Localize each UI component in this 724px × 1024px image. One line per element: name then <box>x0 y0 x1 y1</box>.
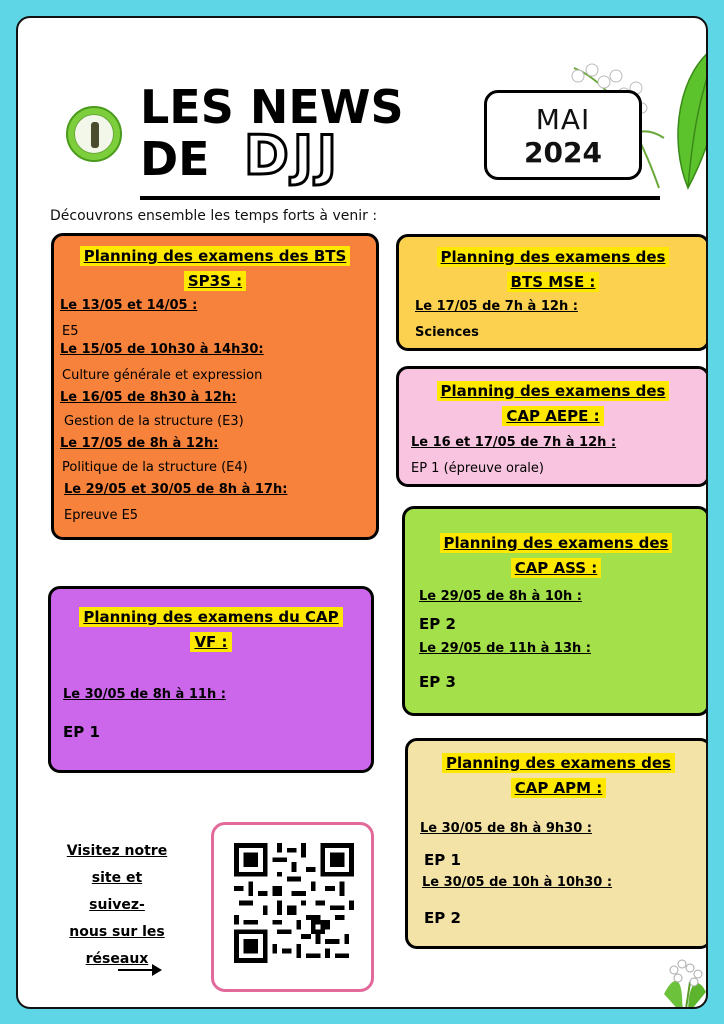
card-title-line2: BTS MSE : <box>507 272 600 292</box>
month-label: MAI <box>535 103 591 136</box>
entry-date: Le 13/05 et 14/05 : <box>60 298 198 313</box>
card-title-line1: Planning des examens des <box>442 753 675 773</box>
card-title <box>51 605 371 655</box>
entry-date: Le 29/05 de 11h à 13h : <box>419 641 591 656</box>
entry-desc: EP 1 <box>424 851 461 869</box>
card-title <box>408 751 708 801</box>
title-highlight: DJJ <box>244 124 342 187</box>
visit-callout <box>62 838 172 973</box>
card-title-line1: Planning des examens des <box>437 381 670 401</box>
entry-date: Le 30/05 de 8h à 11h : <box>63 687 226 702</box>
entry-date: Le 17/05 de 7h à 12h : <box>415 299 578 314</box>
entry-date: Le 30/05 de 10h à 10h30 : <box>422 875 613 890</box>
entry-desc: EP 3 <box>419 673 456 691</box>
card-title <box>399 245 707 295</box>
entry-desc: EP 1 <box>63 723 100 741</box>
card-title-line2: SP3S : <box>184 271 246 291</box>
card-bts-sp3s <box>51 233 379 540</box>
arrow-right-icon <box>118 962 164 978</box>
entry-desc: Politique de la structure (E4) <box>62 460 248 475</box>
entry-desc: Culture générale et expression <box>62 368 263 383</box>
card-title-line1: Planning des examens du CAP <box>79 607 342 627</box>
entry-date: Le 29/05 de 8h à 10h : <box>419 589 582 604</box>
entry-desc: Epreuve E5 <box>64 508 139 523</box>
title-line-1: LES NEWS <box>140 80 404 134</box>
entry-date: Le 17/05 de 8h à 12h: <box>60 436 219 451</box>
year-label: 2024 <box>524 136 602 169</box>
card-bts-mse <box>396 234 708 351</box>
visit-line: Visitez notre <box>66 843 168 859</box>
bouquet-icon <box>654 954 708 1009</box>
entry-desc: EP 2 <box>424 909 461 927</box>
qr-frame <box>211 822 374 992</box>
entry-desc: EP 1 (épreuve orale) <box>411 461 544 476</box>
card-title <box>54 244 376 294</box>
entry-date: Le 16 et 17/05 de 7h à 12h : <box>411 435 617 450</box>
entry-desc: Sciences <box>415 325 479 340</box>
title-line-2: DE <box>140 132 210 186</box>
card-cap-ass <box>402 506 708 716</box>
card-cap-apm <box>405 738 708 949</box>
entry-desc: E5 <box>62 324 79 339</box>
entry-date: Le 30/05 de 8h à 9h30 : <box>420 821 592 836</box>
card-title-line1: Planning des examens des BTS <box>80 246 351 266</box>
entry-desc: Gestion de la structure (E3) <box>64 414 244 429</box>
newsletter-sheet <box>16 16 708 1009</box>
entry-desc: EP 2 <box>419 615 456 633</box>
visit-line: nous sur les <box>69 924 165 940</box>
visit-line: réseaux <box>85 951 149 967</box>
card-title-line2: CAP ASS : <box>511 558 602 578</box>
school-logo-icon <box>66 106 122 162</box>
card-title <box>399 379 707 429</box>
card-cap-aepe <box>396 366 708 487</box>
card-title <box>405 531 707 581</box>
card-title-line1: Planning des examens des <box>437 247 670 267</box>
card-cap-vf <box>48 586 374 773</box>
card-title-line1: Planning des examens des <box>440 533 673 553</box>
visit-line: site et suivez- <box>89 870 145 913</box>
card-title-line2: CAP AEPE : <box>502 406 603 426</box>
qr-code-icon[interactable] <box>234 843 354 963</box>
card-title-line2: VF : <box>190 632 231 652</box>
intro-text: Découvrons ensemble les temps forts à venir : <box>50 208 378 224</box>
entry-date: Le 16/05 de 8h30 à 12h: <box>60 390 237 405</box>
card-title-line2: CAP APM : <box>511 778 607 798</box>
entry-date: Le 15/05 de 10h30 à 14h30: <box>60 342 264 357</box>
date-box <box>484 90 642 180</box>
leaf-icon <box>668 40 708 190</box>
entry-date: Le 29/05 et 30/05 de 8h à 17h: <box>64 482 288 497</box>
